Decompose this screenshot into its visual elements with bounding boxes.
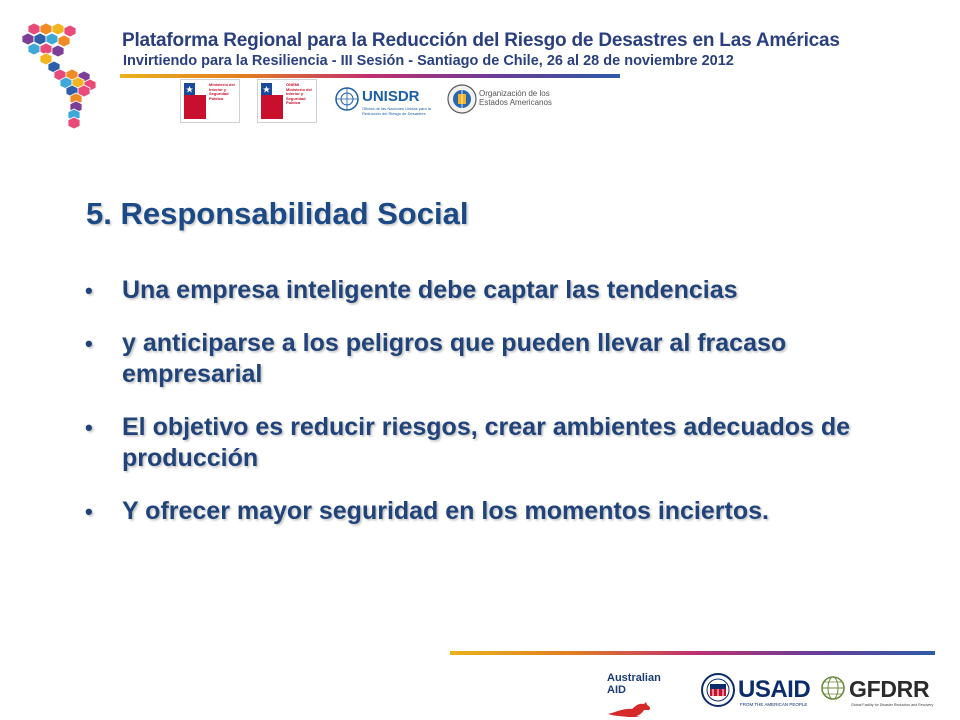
bullet-text: y anticiparse a los peligros que pueden llevar al fracaso empresarial	[122, 329, 787, 388]
header-divider	[120, 74, 620, 78]
unisdr-caption: Oficina de las Naciones Unidas para la Reducción del Riesgo de Desastres	[362, 106, 431, 116]
oas-line-2: Estados Americanos	[479, 98, 552, 107]
bullet-list	[82, 275, 862, 549]
bullet-item	[82, 275, 862, 306]
event-subtitle: Invirtiendo para la Resiliencia - III Sesión - Santiago de Chile, 26 al 28 de noviembre 2012	[123, 53, 734, 69]
oas-seal-icon	[447, 84, 477, 114]
oas-logo-text	[479, 89, 552, 107]
bullet-item	[82, 496, 862, 527]
bullet-marker: •	[85, 415, 93, 440]
ausaid-line-1: Australian	[607, 672, 661, 684]
bullet-text: Una empresa inteligente debe captar las tendencias	[122, 276, 738, 304]
ministry-logo	[180, 79, 240, 123]
gfdrr-globe-icon	[820, 675, 846, 701]
americas-hexagon-map-icon	[14, 18, 118, 134]
bullet-text: Y ofrecer mayor seguridad en los momentos inciertos.	[122, 497, 769, 525]
bullet-item	[82, 328, 862, 390]
bullet-marker: •	[85, 499, 93, 524]
usaid-seal-icon	[701, 673, 735, 707]
ausaid-logo	[607, 672, 661, 696]
oas-line-1: Organización de los	[479, 89, 550, 98]
kangaroo-icon	[606, 700, 656, 718]
ministry-logo-text: Ministerio del Interior y Seguridad Pública	[209, 82, 235, 101]
gfdrr-caption: Global Facility for Disaster Reduction and Recovery	[851, 703, 934, 707]
bullet-item	[82, 412, 862, 474]
unisdr-logo-text: UNISDR	[362, 88, 420, 105]
bullet-marker: •	[85, 278, 93, 303]
footer-divider	[450, 651, 935, 655]
usaid-caption: FROM THE AMERICAN PEOPLE	[740, 702, 808, 707]
ausaid-line-2: AID	[607, 684, 626, 696]
onemi-logo-text: ONEMI Ministerio del Interior y Seguridad Pública	[286, 82, 312, 106]
chile-flag-icon	[261, 83, 283, 119]
bullet-marker: •	[85, 331, 93, 356]
onemi-logo	[257, 79, 317, 123]
bullet-text: El objetivo es reducir riesgos, crear ambientes adecuados de producción	[122, 413, 851, 472]
chile-flag-icon	[184, 83, 206, 119]
event-title: Plataforma Regional para la Reducción del Riesgo de Desastres en Las Américas	[122, 30, 840, 51]
gfdrr-logo-text: GFDRR	[849, 676, 930, 702]
slide-title: 5. Responsabilidad Social	[86, 196, 469, 231]
un-emblem-icon	[334, 86, 360, 112]
usaid-logo-text: USAID	[738, 676, 811, 703]
